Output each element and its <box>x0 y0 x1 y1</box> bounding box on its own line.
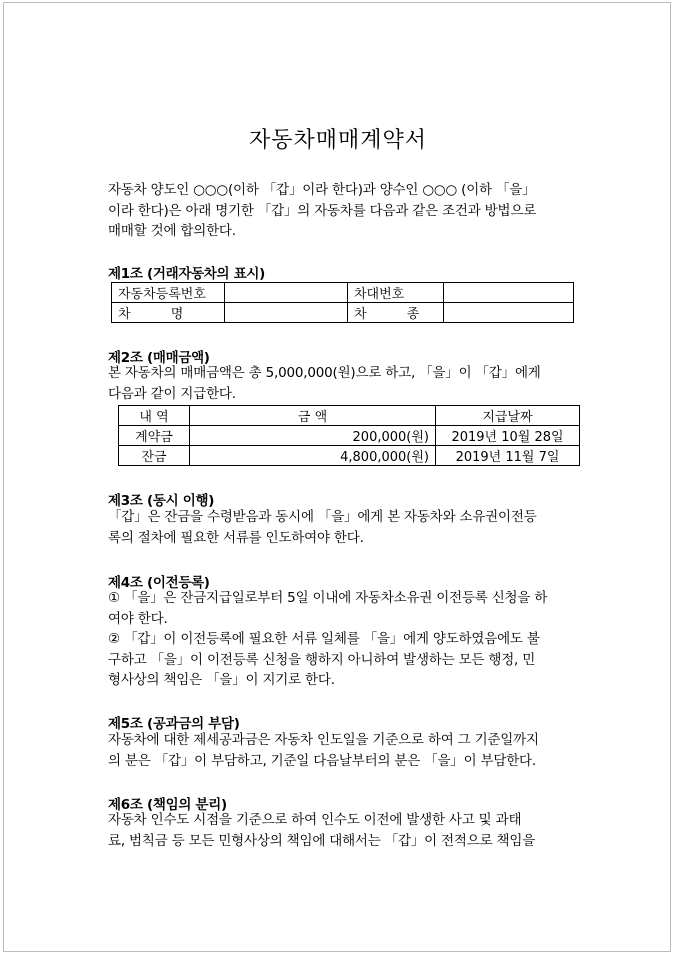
car-name-label: 차 명 <box>112 303 225 323</box>
reg-number-label: 자동차등록번호 <box>112 283 225 303</box>
article-4-line: 형사상의 책임은 「을」이 지기로 한다. <box>108 672 335 688</box>
article-3-line: 「갑」은 잔금을 수령받음과 동시에 「을」에게 본 자동차와 소유권이전등 <box>108 509 537 525</box>
article-4-line: ② 「갑」이 이전등록에 필요한 서류 일체를 「을」에게 양도하였음에도 불 <box>108 631 540 647</box>
chassis-number-value <box>444 283 574 303</box>
document-page <box>3 2 671 952</box>
article-3-body <box>108 507 586 548</box>
payment-date: 2019년 10월 28일 <box>436 426 580 446</box>
reg-number-value <box>225 283 348 303</box>
article-2-body <box>108 363 586 404</box>
article-6-line: 료, 범칙금 등 모든 민형사상의 책임에 대해서는 「갑」이 전적으로 책임을 <box>108 832 536 849</box>
payment-item: 잔금 <box>119 446 190 466</box>
car-type-value <box>444 303 574 323</box>
article-1-heading: 제1조 (거래자동차의 표시) <box>108 266 266 282</box>
column-header-date: 지급날짜 <box>436 406 580 426</box>
article-5-body <box>108 730 586 771</box>
table-row <box>112 283 574 303</box>
article-5-line: 자동차에 대한 제세공과금은 자동차 인도일을 기준으로 하여 그 기준일까지 <box>108 732 539 748</box>
article-4-body <box>108 588 586 691</box>
article-6-body <box>108 810 586 851</box>
payment-amount: 4,800,000(원) <box>190 446 436 466</box>
payment-item: 계약금 <box>119 426 190 446</box>
article-2-line: 본 자동차의 매매금액은 총 5,000,000(원)으로 하고, 「을」이 「갑」에게 <box>108 365 541 381</box>
article-4-line: ① 「을」은 잔금지급일로부터 5일 이내에 자동차소유권 이전등록 신청을 하 <box>108 590 548 606</box>
table-row <box>119 426 580 446</box>
article-5-heading: 제5조 (공과금의 부담) <box>108 716 240 732</box>
intro-line: 매매할 것에 합의한다. <box>108 223 236 239</box>
article-2-line: 다음과 같이 지급한다. <box>108 385 236 402</box>
article-6-heading: 제6조 (책임의 분리) <box>108 797 227 813</box>
article-4-line: 구하고 「을」이 이전등록 신청을 행하지 아니하여 발생하는 모든 행정, 민 <box>108 651 536 668</box>
document-title: 자동차매매계약서 <box>248 128 428 153</box>
chassis-number-label: 차대번호 <box>348 283 444 303</box>
table-header-row <box>119 406 580 426</box>
vehicle-info-table <box>111 282 574 323</box>
intro-line: 이라 한다)은 아래 명기한 「갑」의 자동차를 다음과 같은 조건과 방법으로 <box>108 202 537 219</box>
table-row <box>112 303 574 323</box>
column-header-amount: 금 액 <box>190 406 436 426</box>
car-type-label: 차 종 <box>348 303 444 323</box>
column-header-item: 내 역 <box>119 406 190 426</box>
article-3-line: 록의 절차에 필요한 서류를 인도하여야 한다. <box>108 529 364 546</box>
article-5-line: 의 분은 「갑」이 부담하고, 기준일 다음날부터의 분은 「을」이 부담한다. <box>108 752 536 769</box>
article-4-heading: 제4조 (이전등록) <box>108 575 210 591</box>
payment-date: 2019년 11월 7일 <box>436 446 580 466</box>
article-3-heading: 제3조 (동시 이행) <box>108 493 215 509</box>
article-2-heading: 제2조 (매매금액) <box>108 350 210 366</box>
article-4-line: 여야 한다. <box>108 610 168 627</box>
payment-amount: 200,000(원) <box>190 426 436 446</box>
payment-table <box>118 405 580 466</box>
intro-paragraph <box>108 180 586 242</box>
intro-line: 자동차 양도인 ○○○(이하 「갑」이라 한다)과 양수인 ○○○ (이하 「을」 <box>108 182 536 198</box>
car-name-value <box>225 303 348 323</box>
article-6-line: 자동차 인수도 시점을 기준으로 하여 인수도 이전에 발생한 사고 및 과태 <box>108 812 522 828</box>
table-row <box>119 446 580 466</box>
